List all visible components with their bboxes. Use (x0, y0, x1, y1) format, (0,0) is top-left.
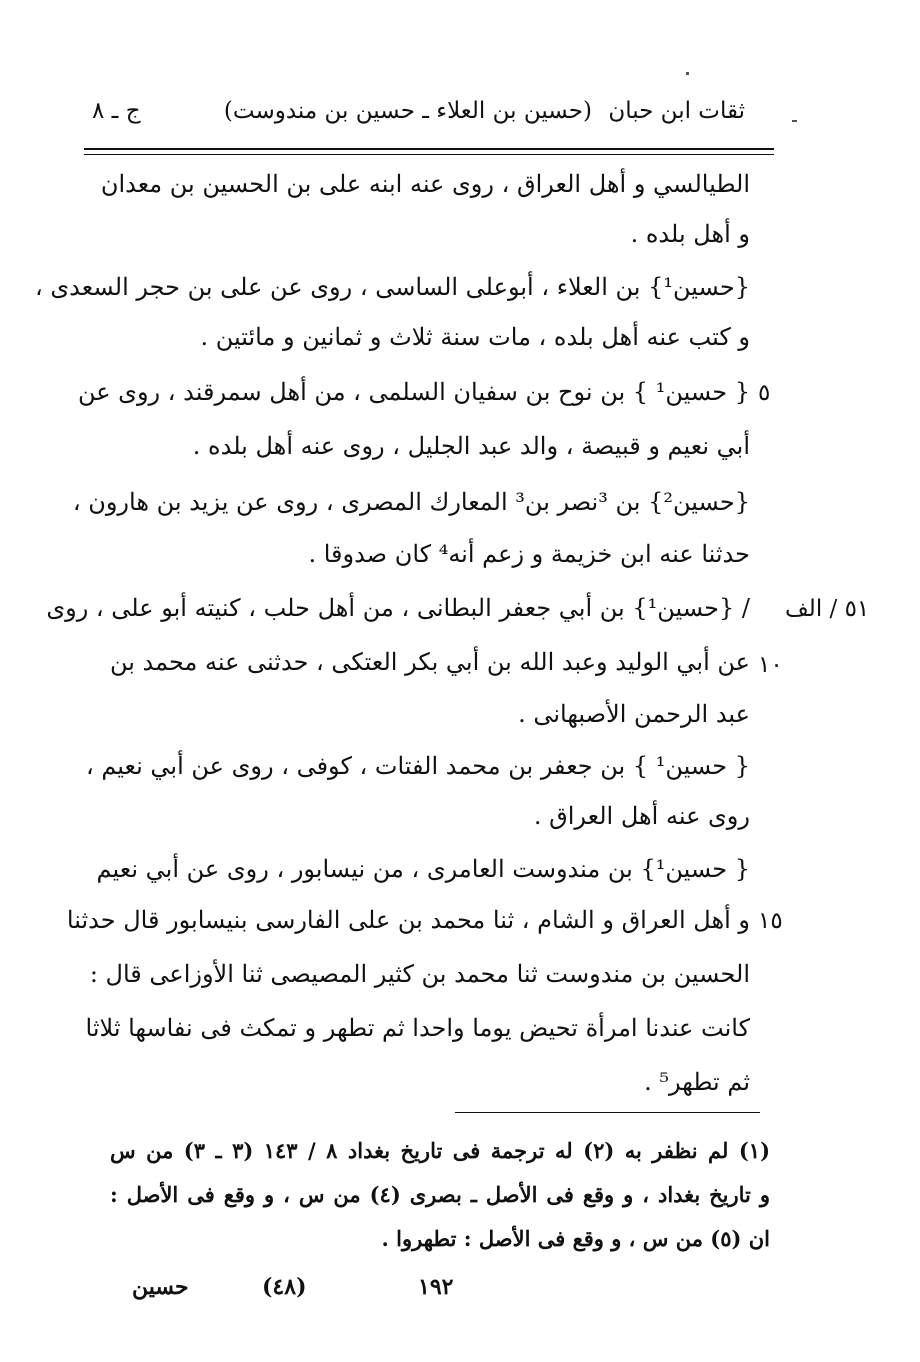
page-number: ١٩٢ (418, 1274, 454, 1300)
text-line: الطيالسي و أهل العراق ، روى عنه ابنه على بن الحسين بن معدان (100, 170, 750, 198)
gathering-mark: (٤٨) (262, 1274, 307, 1300)
line-number-10: ١٠ (758, 652, 783, 678)
text-line: الحسين بن مندوست ثنا محمد بن كثير المصيصى ثنا الأوزاعى قال : (89, 960, 750, 988)
volume-number: ج ـ ٨ (92, 98, 141, 124)
text-line: روى عنه أهل العراق . (533, 802, 750, 830)
text-line: و أهل العراق و الشام ، ثنا محمد بن على الفارسى بنيسابور قال حدثنا (66, 906, 750, 934)
text-line: عبد الرحمن الأصبهانى . (518, 700, 750, 728)
text-line: أبي نعيم و قبيصة ، والد عبد الجليل ، روى عنه أهل بلده . (192, 432, 750, 460)
text-line: / {حسين¹} بن أبي جعفر البطانى ، من أهل حلب ، كنيته أبو على ، روى (46, 594, 750, 622)
footnote-rule (455, 1112, 760, 1113)
line-number-5: ٥ (758, 380, 771, 406)
entry-range: (حسين بن العلاء ـ حسين بن مندوست) (223, 98, 592, 124)
footnote-line: ان (٥) من س ، و وقع فى الأصل : تطهروا . (381, 1226, 770, 1251)
margin-folio: ٥١ / الف (785, 596, 870, 622)
print-speck (686, 72, 689, 75)
text-line: { حسين¹ } بن جعفر بن محمد الفتات ، كوفى ، روى عن أبي نعيم ، (85, 752, 750, 780)
text-line: { حسين¹ } بن نوح بن سفيان السلمى ، من أهل سمرقند ، روى عن (77, 378, 750, 406)
header-rule (84, 148, 774, 155)
footnote-line: (١) لم نظفر به (٢) له ترجمة فى تاريخ بغداد ٨ / ١٤٣ (٣ ـ ٣) من س (110, 1138, 770, 1163)
catchword: حسين (132, 1274, 189, 1300)
footnote-line: و تاريخ بغداد ، و وقع فى الأصل ـ بصرى (٤) من س ، و وقع فى الأصل : (110, 1182, 770, 1207)
text-line: عن أبي الوليد وعبد الله بن أبي بكر العتكى ، حدثنى عنه محمد بن (109, 648, 750, 676)
text-line: و أهل بلده . (630, 220, 750, 248)
text-line: و كتب عنه أهل بلده ، مات سنة ثلاث و ثمانين و مائتين . (200, 323, 750, 351)
running-title: ثقات ابن حبان (608, 98, 745, 124)
text-line: ثم تطهر⁵ . (644, 1068, 750, 1096)
text-line: {حسين²} بن ³نصر بن³ المعارك المصرى ، روى عن يزيد بن هارون ، (72, 488, 750, 516)
line-number-15: ١٥ (758, 908, 783, 934)
text-line: كانت عندنا امرأة تحيض يوما واحدا ثم تطهر و تمكث فى نفاسها ثلاثا (85, 1014, 750, 1042)
text-line: { حسين¹} بن مندوست العامرى ، من نيسابور ، روى عن أبي نعيم (96, 855, 750, 883)
text-line: {حسين¹} بن العلاء ، أبوعلى الساسى ، روى عن على بن حجر السعدى ، (35, 273, 750, 301)
text-line: حدثنا عنه ابن خزيمة و زعم أنه⁴ كان صدوقا . (308, 540, 750, 568)
print-speck (792, 120, 797, 122)
